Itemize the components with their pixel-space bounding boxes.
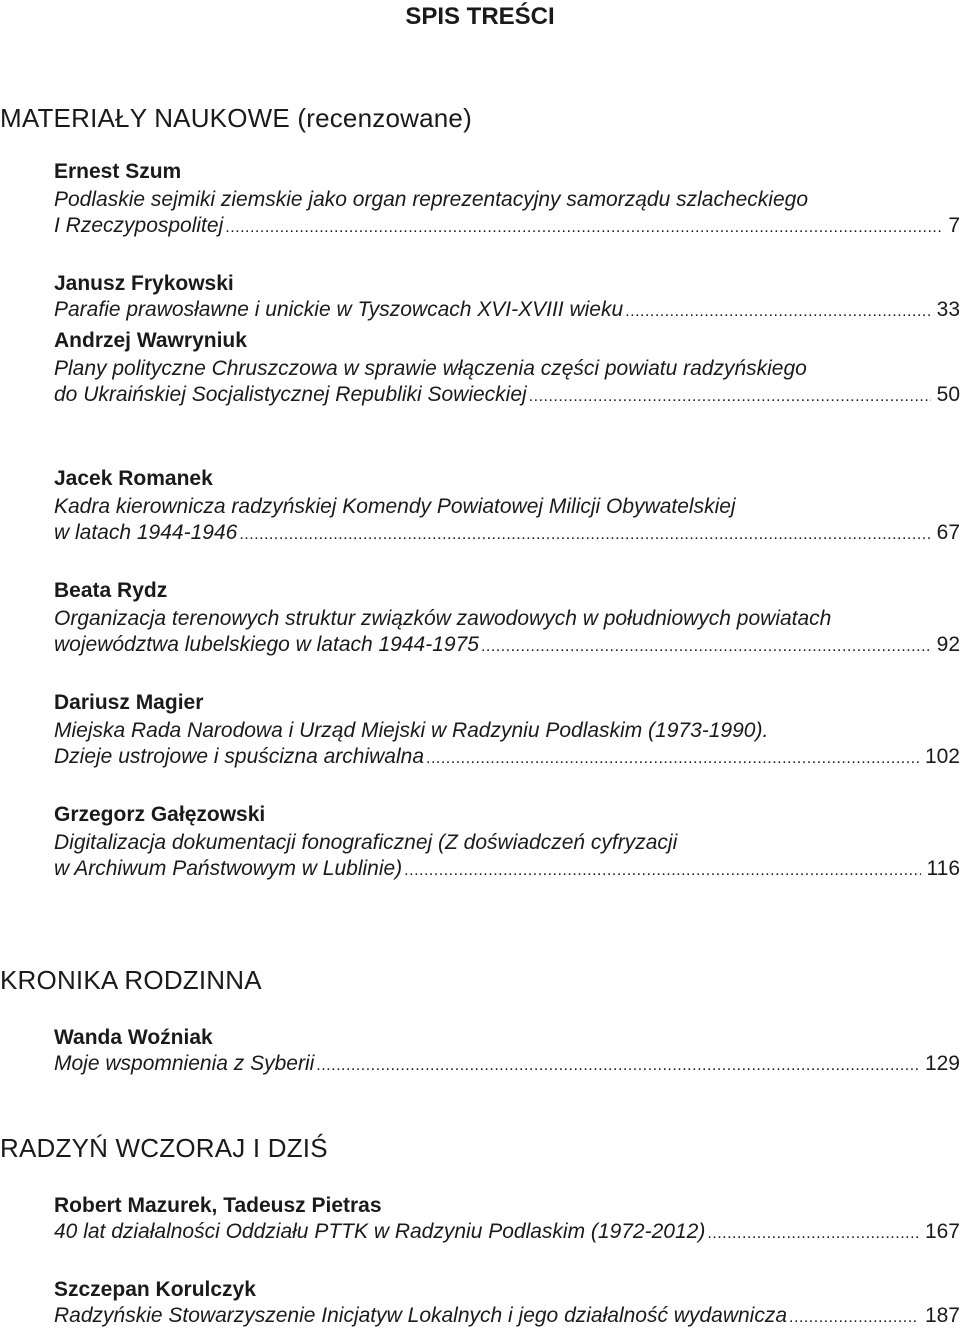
entry-page-number: 67 bbox=[936, 521, 960, 544]
entry-author: Beata Rydz bbox=[54, 579, 168, 602]
section-title-kronika-rodzinna: KRONIKA RODZINNA bbox=[0, 965, 262, 995]
entry-author: Jacek Romanek bbox=[54, 467, 213, 490]
entry-title-line: w latach 1944-1946 bbox=[54, 521, 238, 544]
dot-leader bbox=[426, 750, 919, 768]
toc-entry[interactable] bbox=[54, 158, 960, 238]
entry-page-number: 187 bbox=[924, 1304, 960, 1327]
entry-page-number: 50 bbox=[936, 383, 960, 406]
entry-title-line: Kadra kierownicza radzyńskiej Komendy Powiatowej Milicji Obywatelskiej bbox=[54, 495, 736, 518]
toc-entry[interactable] bbox=[54, 689, 960, 769]
entry-title-line: do Ukraińskiej Socjalistycznej Republiki Sowieckiej bbox=[54, 383, 527, 406]
entry-author: Andrzej Wawryniuk bbox=[54, 329, 247, 352]
entry-title-line: Plany polityczne Chruszczowa w sprawie włączenia części powiatu radzyńskiego bbox=[54, 357, 807, 380]
dot-leader bbox=[316, 1057, 919, 1075]
dot-leader bbox=[625, 303, 930, 321]
entry-author: Robert Mazurek, Tadeusz Pietras bbox=[54, 1194, 382, 1217]
toc-entry[interactable] bbox=[54, 1024, 960, 1076]
dot-leader bbox=[239, 526, 930, 544]
section-title-radzyn-wczoraj-i-dzis: RADZYŃ WCZORAJ I DZIŚ bbox=[0, 1133, 328, 1163]
entry-page-number: 92 bbox=[936, 633, 960, 656]
dot-leader bbox=[225, 219, 942, 237]
dot-leader bbox=[789, 1309, 919, 1327]
entry-page-number: 129 bbox=[924, 1052, 960, 1075]
entry-page-number: 33 bbox=[936, 298, 960, 321]
entry-title-line: Radzyńskie Stowarzyszenie Inicjatyw Lokalnych i jego działalność wydawnicza bbox=[54, 1304, 788, 1327]
entry-title-line: Parafie prawosławne i unickie w Tyszowcach XVI-XVIII wieku bbox=[54, 298, 624, 321]
toc-entry[interactable] bbox=[54, 801, 960, 881]
entry-author: Dariusz Magier bbox=[54, 691, 204, 714]
entry-author: Szczepan Korulczyk bbox=[54, 1278, 256, 1301]
entry-author: Janusz Frykowski bbox=[54, 272, 234, 295]
entry-page-number: 167 bbox=[924, 1220, 960, 1243]
entry-title-line: Digitalizacja dokumentacji fonograficznej (Z doświadczeń cyfryzacji bbox=[54, 831, 678, 854]
entry-title-line: Moje wspomnienia z Syberii bbox=[54, 1052, 315, 1075]
entry-title-line: Dzieje ustrojowe i spuścizna archiwalna bbox=[54, 745, 425, 768]
entry-author: Ernest Szum bbox=[54, 160, 182, 183]
dot-leader bbox=[481, 638, 931, 656]
entry-author: Grzegorz Gałęzowski bbox=[54, 803, 266, 826]
toc-entry[interactable] bbox=[54, 270, 960, 322]
entry-title-line: Organizacja terenowych struktur związków zawodowych w południowych powiatach bbox=[54, 607, 832, 630]
toc-entry[interactable] bbox=[54, 327, 960, 407]
toc-entry[interactable] bbox=[54, 577, 960, 657]
toc-entry[interactable] bbox=[54, 465, 960, 545]
dot-leader bbox=[404, 862, 920, 880]
entry-title-line: I Rzeczypospolitej bbox=[54, 214, 224, 237]
toc-entry[interactable] bbox=[54, 1276, 960, 1328]
page-title: SPIS TREŚCI bbox=[405, 3, 555, 30]
entry-title-line: Podlaskie sejmiki ziemskie jako organ reprezentacyjny samorządu szlacheckiego bbox=[54, 188, 809, 211]
entry-page-number: 7 bbox=[948, 214, 960, 237]
entry-title-line: Miejska Rada Narodowa i Urząd Miejski w Radzyniu Podlaskim (1973-1990). bbox=[54, 719, 769, 742]
dot-leader bbox=[707, 1225, 919, 1243]
dot-leader bbox=[529, 388, 931, 406]
entry-page-number: 102 bbox=[924, 745, 960, 768]
entry-title-line: 40 lat działalności Oddziału PTTK w Radzyniu Podlaskim (1972-2012) bbox=[54, 1220, 706, 1243]
entry-author: Wanda Woźniak bbox=[54, 1026, 213, 1049]
entry-title-line: województwa lubelskiego w latach 1944-1975 bbox=[54, 633, 479, 656]
entry-title-line: w Archiwum Państwowym w Lublinie) bbox=[54, 857, 403, 880]
toc-entry[interactable] bbox=[54, 1192, 960, 1244]
entry-page-number: 116 bbox=[926, 857, 960, 880]
section-title-materialy-naukowe: MATERIAŁY NAUKOWE (recenzowane) bbox=[0, 103, 472, 133]
